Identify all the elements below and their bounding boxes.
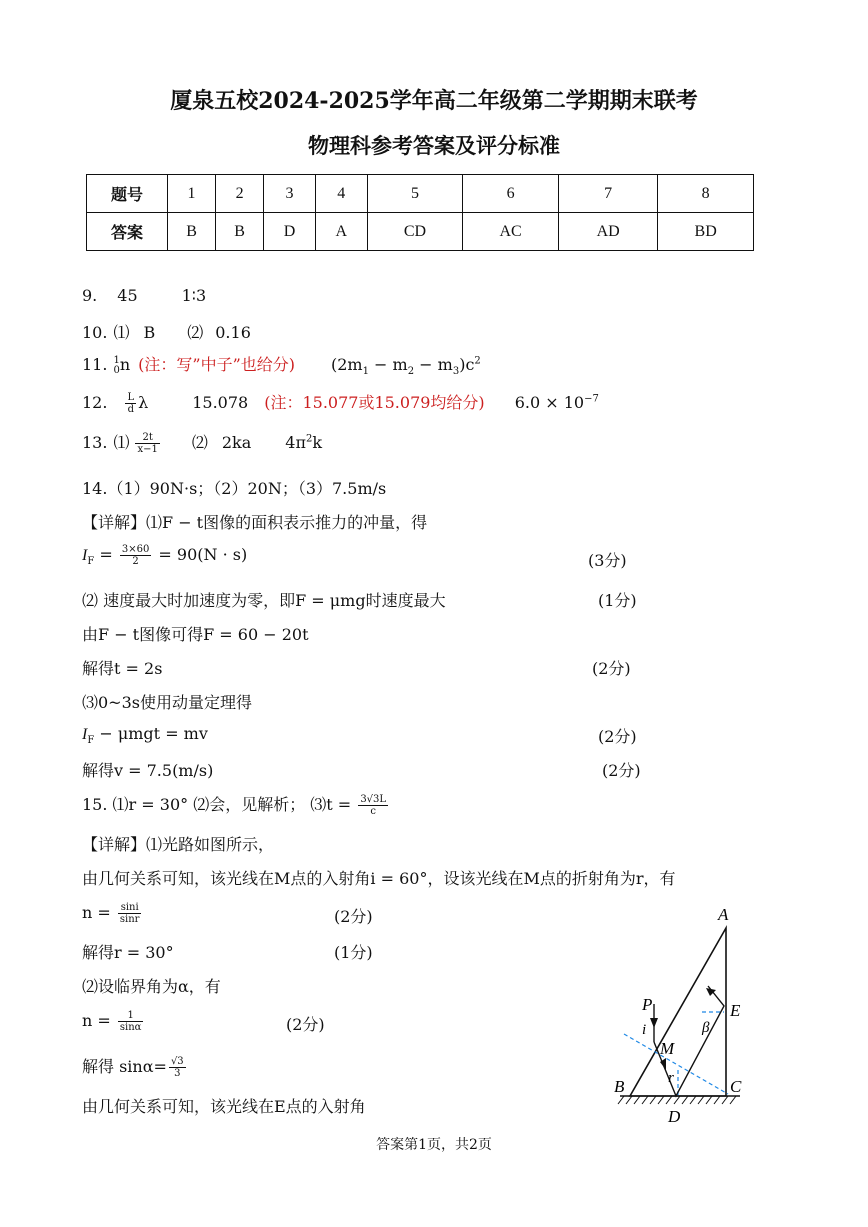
denominator: 3 <box>174 1068 181 1079</box>
fraction <box>118 902 142 925</box>
table-cell: 8 <box>658 175 754 213</box>
formula-part: I <box>82 726 88 743</box>
fraction <box>125 392 136 415</box>
score: (2分) <box>334 907 373 926</box>
numerator: 1 <box>118 1010 144 1022</box>
mass-number: 1 <box>113 354 120 366</box>
table-cell: 1 <box>168 175 216 213</box>
label-D: D <box>668 1107 681 1126</box>
q14-detail-8: 解得v = 7.5(m/s) <box>82 761 214 780</box>
q14-momentum-equation <box>82 724 208 746</box>
table-cell: CD <box>367 213 463 251</box>
q11-line <box>82 352 481 377</box>
q15-snell-equation <box>82 902 143 925</box>
answer: 0.16 <box>215 323 251 342</box>
normal-lines <box>624 1012 728 1096</box>
page-title: 厦泉五校2024-2025学年高二年级第二学期期末联考 <box>170 88 698 114</box>
fraction <box>135 432 159 455</box>
answer: k <box>312 433 323 452</box>
page-subtitle: 物理科参考答案及评分标准 <box>308 133 560 158</box>
q-num: 9. <box>82 286 98 305</box>
q15-detail-1: 【详解】⑴光路如图所示， <box>82 835 275 854</box>
q14-detail-1: 【详解】⑴F − t图像的面积表示推力的冲量，得 <box>82 513 428 532</box>
formula-part: = 90(N · s) <box>153 545 248 564</box>
answer: 2ka <box>221 433 252 452</box>
table-cell: B <box>216 213 264 251</box>
score: (2分) <box>592 659 631 678</box>
optics-prism-diagram <box>600 900 770 1130</box>
formula-part: = <box>94 545 118 564</box>
label-C: C <box>730 1077 742 1096</box>
q-num: 11. <box>82 355 108 374</box>
label-E: E <box>730 1001 741 1020</box>
part-label: ⑵ <box>187 323 204 342</box>
subscript: 2 <box>407 366 415 378</box>
answer: B <box>143 323 156 342</box>
score: (1分) <box>598 591 637 610</box>
table-row-numbers <box>87 175 754 213</box>
answer-table <box>86 174 754 251</box>
subscript: F <box>87 556 95 568</box>
table-cell: D <box>264 213 316 251</box>
formula-part: − m <box>414 355 453 374</box>
label-A: A <box>718 905 729 924</box>
label-M: M <box>660 1039 675 1058</box>
q-num: 13. <box>82 433 108 452</box>
formula-part: n = <box>82 1011 116 1030</box>
denominator: d <box>127 404 134 415</box>
table-cell: 6 <box>463 175 559 213</box>
formula-part: (2m <box>331 355 363 374</box>
score: (2分) <box>602 761 641 780</box>
q9-line <box>82 286 206 305</box>
fraction <box>120 544 151 567</box>
q15-summary <box>82 792 390 817</box>
score: (2分) <box>286 1015 325 1034</box>
answer: 15.078 <box>192 393 249 412</box>
q14-detail-4: 由F − t图像可得F = 60 − 20t <box>82 625 309 644</box>
table-header-number: 题号 <box>87 175 168 213</box>
charge-number: 0 <box>113 364 120 376</box>
table-cell: AD <box>558 213 657 251</box>
denominator: sinr <box>119 914 140 925</box>
q13-line <box>82 430 322 455</box>
label-beta: β <box>702 1020 710 1036</box>
table-cell: 7 <box>558 175 657 213</box>
q15-detail-5: ⑵设临界角为α，有 <box>82 977 221 996</box>
neutron-symbol: n <box>119 355 131 374</box>
fraction <box>118 1010 144 1033</box>
formula-part: − μmgt = mv <box>94 724 208 743</box>
numerator: √3 <box>170 1056 184 1067</box>
label-P: P <box>642 995 653 1014</box>
table-cell: AC <box>463 213 559 251</box>
q14-impulse-equation <box>82 544 247 567</box>
grading-note: (注：15.077或15.079均给分) <box>264 393 485 412</box>
answer: 4π <box>285 433 306 452</box>
formula-part: I <box>82 547 88 564</box>
table-cell: BD <box>658 213 754 251</box>
table-header-answer: 答案 <box>87 213 168 251</box>
numerator: sini <box>118 902 142 914</box>
q12-line <box>82 390 599 415</box>
table-cell: 2 <box>216 175 264 213</box>
table-cell: B <box>168 213 216 251</box>
q14-detail-5: 解得t = 2s <box>82 659 163 678</box>
table-cell: 5 <box>367 175 463 213</box>
numerator: 3×60 <box>121 544 150 555</box>
part-label: ⑴ <box>113 433 130 452</box>
part-label: ⑵ <box>191 433 208 452</box>
mass-energy-formula <box>331 355 481 378</box>
summary-text: 15. ⑴r = 30° ⑵会，见解析； ⑶t = <box>82 795 357 814</box>
denominator: c <box>370 806 376 817</box>
superscript: −7 <box>584 393 599 405</box>
label-B: B <box>614 1077 625 1096</box>
score: (2分) <box>598 727 637 746</box>
superscript: 2 <box>306 433 313 445</box>
table-row-answers <box>87 213 754 251</box>
denominator: x−1 <box>137 444 158 455</box>
part-label: ⑴ <box>113 323 130 342</box>
subscript: F <box>87 735 95 747</box>
score: (3分) <box>588 551 627 570</box>
table-cell: 4 <box>315 175 367 213</box>
table-cell: A <box>315 213 367 251</box>
q14-summary: 14.（1）90N·s；（2）20N；（3）7.5m/s <box>82 479 387 498</box>
answer: 45 <box>117 286 138 305</box>
formula-part: )c <box>459 355 475 374</box>
formula-part: − m <box>368 355 408 374</box>
subscript: 1 <box>362 366 369 378</box>
table-cell: 3 <box>264 175 316 213</box>
formula-part: 解得 sinα= <box>82 1057 167 1076</box>
ground-hatching <box>618 1096 740 1104</box>
denominator: 2 <box>132 556 139 567</box>
formula-part: n = <box>82 903 116 922</box>
q15-sin-alpha <box>82 1054 188 1079</box>
answer: 1∶3 <box>181 286 207 305</box>
lambda-symbol: λ <box>138 393 149 412</box>
denominator: sinα <box>119 1022 142 1033</box>
q14-detail-3: ⑵ 速度最大时加速度为零，即F = μmg时速度最大 <box>82 591 446 610</box>
label-i: i <box>642 1022 647 1038</box>
superscript: 2 <box>474 355 481 367</box>
q-num: 12. <box>82 393 108 412</box>
q15-detail-4: 解得r = 30° <box>82 943 174 962</box>
answer: 6.0 × 10 <box>514 393 585 412</box>
q-num: 10. <box>82 323 108 342</box>
grading-note: (注：写”中子”也给分) <box>138 355 295 374</box>
fraction <box>169 1056 186 1079</box>
fraction <box>358 794 388 817</box>
subscript: 3 <box>452 366 460 378</box>
numerator: 2t <box>135 432 159 444</box>
label-r: r <box>668 1070 674 1086</box>
page-footer: 答案第1页，共2页 <box>376 1137 492 1153</box>
numerator: 3√3L <box>360 794 387 805</box>
q15-critical-equation <box>82 1010 145 1033</box>
q10-line <box>82 320 251 343</box>
score: (1分) <box>334 943 373 962</box>
q15-detail-8: 由几何关系可知，该光线在E点的入射角 <box>82 1097 366 1116</box>
numerator: L <box>127 392 135 403</box>
q15-detail-2: 由几何关系可知，该光线在M点的入射角i = 60°，设该光线在M点的折射角为r，有 <box>82 869 676 888</box>
q14-detail-6: ⑶0~3s使用动量定理得 <box>82 693 252 712</box>
